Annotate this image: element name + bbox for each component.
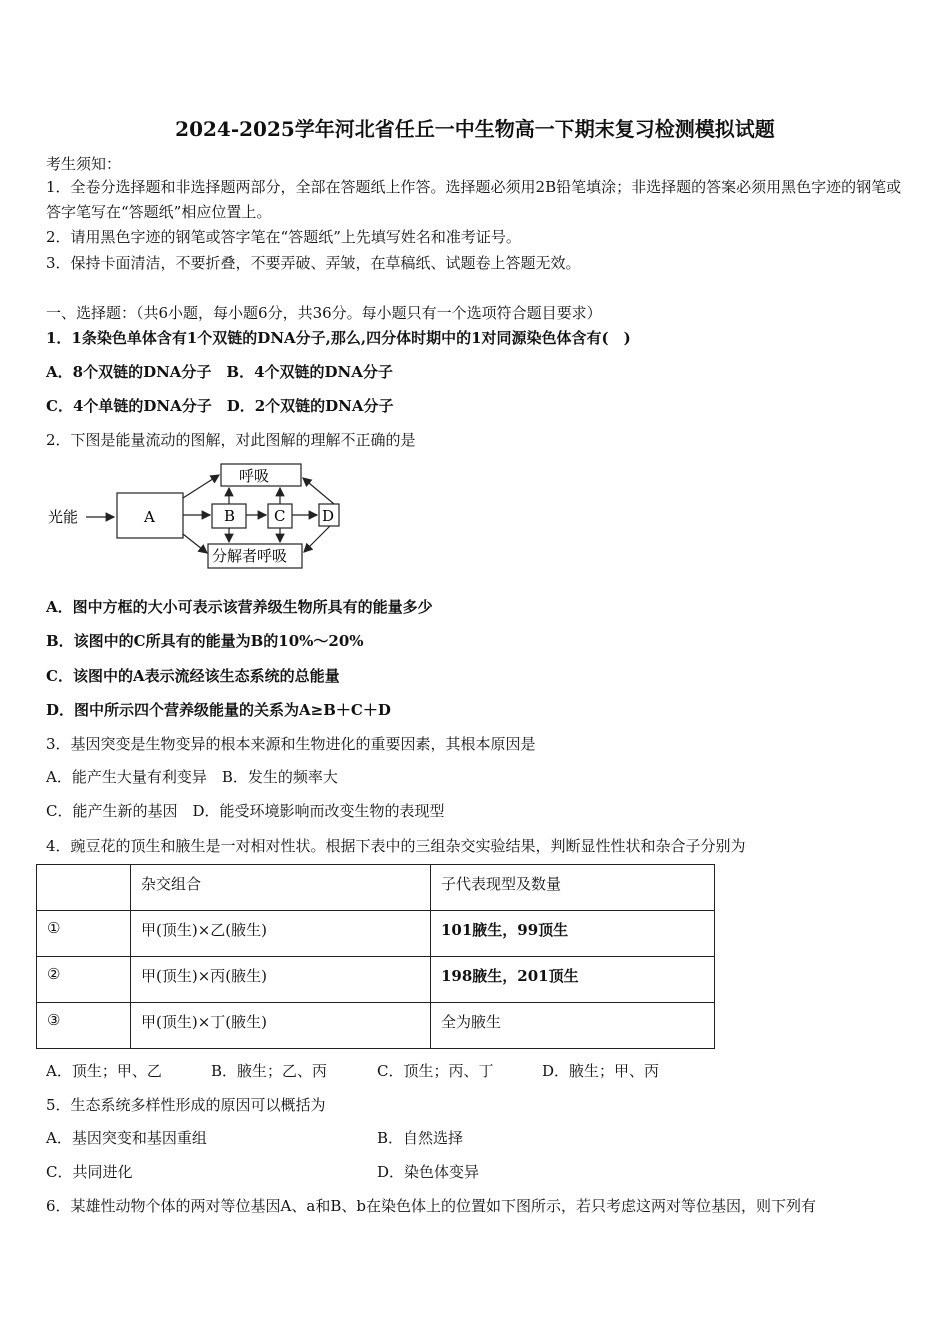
- table-header-cell: 子代表现型及数量: [431, 865, 715, 911]
- question-2-option: A．图中方框的大小可表示该营养级生物所具有的能量多少: [46, 598, 433, 616]
- question-1-options: C．4个单链的DNA分子 D．2个双链的DNA分子: [46, 397, 394, 415]
- cross-results-table: [36, 864, 715, 1049]
- question-6-stem: 6．某雄性动物个体的两对等位基因A、a和B、b在染色体上的位置如下图所示，若只考虑这两对等位基因，则下列有: [46, 1197, 816, 1215]
- table-row: [37, 957, 715, 1003]
- box-a-label: A: [144, 508, 155, 526]
- table-cell: ③: [37, 1003, 131, 1049]
- table-header-cell: [37, 865, 131, 911]
- table-cell: 甲(顶生)×丙(腋生): [131, 957, 431, 1003]
- question-2-option: D．图中所示四个营养级能量的关系为A≥B＋C＋D: [46, 701, 391, 719]
- question-1-options: A．8个双链的DNA分子 B．4个双链的DNA分子: [46, 363, 393, 381]
- table-header-cell: 杂交组合: [131, 865, 431, 911]
- page-title: 2024-2025学年河北省任丘一中生物高一下期末复习检测模拟试题: [175, 117, 775, 141]
- question-4-option: A．顶生；甲、乙: [46, 1062, 162, 1080]
- notice-item: 1．全卷分选择题和非选择题两部分，全部在答题纸上作答。选择题必须用2B铅笔填涂；非选择题的答案必须用黑色字迹的钢笔或答字笔写在“答题纸”相应位置上。: [46, 178, 902, 221]
- table-row: [37, 1003, 715, 1049]
- question-2-option: C．该图中的A表示流经该生态系统的总能量: [46, 667, 340, 685]
- table-cell: 甲(顶生)×乙(腋生): [131, 911, 431, 957]
- box-b-label: B: [224, 507, 236, 525]
- question-3-stem: 3．基因突变是生物变异的根本来源和生物进化的重要因素，其根本原因是: [46, 735, 536, 753]
- table-cell: 全为腋生: [431, 1003, 715, 1049]
- question-2-stem: 2．下图是能量流动的图解，对此图解的理解不正确的是: [46, 431, 416, 449]
- table-cell: 甲(顶生)×丁(腋生): [131, 1003, 431, 1049]
- notice-item: 2．请用黑色字迹的钢笔或答字笔在“答题纸”上先填写姓名和准考证号。: [46, 228, 521, 246]
- table-cell: 198腋生，201顶生: [431, 957, 715, 1003]
- question-5-option: A．基因突变和基因重组: [46, 1129, 207, 1147]
- question-1-stem: 1．1条染色单体含有1个双链的DNA分子,那么,四分体时期中的1对同源染色体含有( ): [46, 329, 631, 347]
- table-row: [37, 911, 715, 957]
- light-label: 光能: [48, 508, 79, 526]
- table-cell: ①: [37, 911, 131, 957]
- table-header-row: [37, 865, 715, 911]
- question-5-option: D．染色体变异: [377, 1163, 480, 1181]
- notice-heading: 考生须知：: [46, 155, 122, 173]
- question-3-options: C．能产生新的基因 D．能受环境影响而改变生物的表现型: [46, 802, 445, 820]
- question-5-option: B．自然选择: [377, 1129, 464, 1147]
- box-c-label: C: [274, 507, 286, 525]
- notice-item: 3．保持卡面清洁，不要折叠，不要弄破、弄皱，在草稿纸、试题卷上答题无效。: [46, 254, 581, 272]
- respiration-label: 呼吸: [239, 467, 270, 485]
- question-4-stem: 4．豌豆花的顶生和腋生是一对相对性状。根据下表中的三组杂交实验结果，判断显性性状和杂合子分别为: [46, 837, 746, 855]
- question-4-option: D．腋生；甲、丙: [542, 1062, 660, 1080]
- table-cell: 101腋生，99顶生: [431, 911, 715, 957]
- section-heading: 一、选择题：（共6小题，每小题6分，共36分。每小题只有一个选项符合题目要求）: [46, 304, 602, 322]
- decomposer-label: 分解者呼吸: [212, 547, 288, 565]
- energy-flow-diagram: [44, 458, 354, 573]
- question-4-option: B．腋生；乙、丙: [211, 1062, 328, 1080]
- question-5-stem: 5．生态系统多样性形成的原因可以概括为: [46, 1096, 326, 1114]
- question-5-option: C．共同进化: [46, 1163, 133, 1181]
- question-2-option: B．该图中的C所具有的能量为B的10%～20%: [46, 632, 364, 650]
- box-d-label: D: [322, 507, 335, 525]
- table-cell: ②: [37, 957, 131, 1003]
- question-3-options: A．能产生大量有利变异 B．发生的频率大: [46, 768, 338, 786]
- question-4-option: C．顶生；丙、丁: [377, 1062, 494, 1080]
